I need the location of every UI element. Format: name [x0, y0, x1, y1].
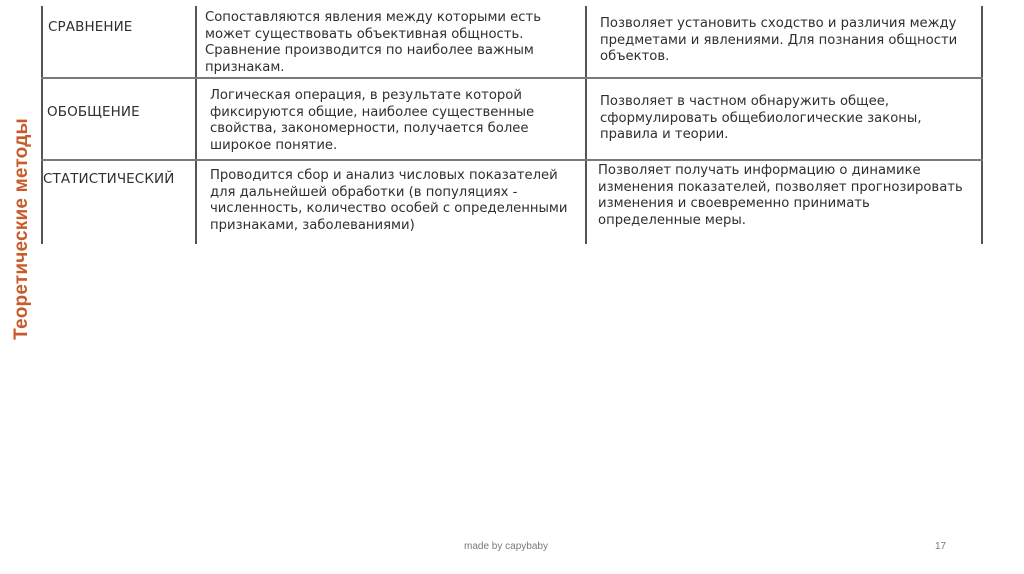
purpose-comparison: Позволяет установить сходство и различия между предметами и явлениями. Для познания общности объектов.	[600, 16, 958, 64]
row-divider-2	[41, 159, 983, 161]
purpose-generalization: Позволяет в частном обнаружить общее, сформулировать общебиологические законы, правила и теории.	[600, 94, 922, 142]
method-comparison: СРАВНЕНИЕ	[48, 19, 133, 35]
page-number: 17	[935, 541, 947, 552]
description-generalization: Логическая операция, в результате которой фиксируются общие, наиболее существенные свойства, закономерности, получается более широкое понятие.	[210, 88, 535, 153]
side-title-text: Теоретические методы	[11, 118, 33, 340]
method-statistical: СТАТИСТИЧЕСКИЙ	[43, 171, 175, 187]
description-comparison: Сопоставляются явления между которыми есть может существовать объективная общность. Сравнение производится по наиболее важным признакам.	[205, 10, 541, 75]
table-border-left	[41, 6, 43, 244]
table-divider-1	[195, 6, 197, 244]
row-divider-1	[41, 77, 983, 79]
description-statistical: Проводится сбор и анализ числовых показателей для дальнейшей обработки (в популяциях - численность, количество особей с определенными признаками, заболеваниями)	[210, 168, 568, 233]
purpose-statistical: Позволяет получать информацию о динамике изменения показателей, позволяет прогнозировать изменения и своевременно принимать определенные меры.	[598, 163, 963, 228]
footer-credit: made by capybaby	[464, 541, 548, 552]
methods-table	[0, 0, 1024, 250]
table-border-right	[981, 6, 983, 244]
table-divider-2	[585, 6, 587, 244]
method-generalization: ОБОБЩЕНИЕ	[47, 104, 140, 120]
